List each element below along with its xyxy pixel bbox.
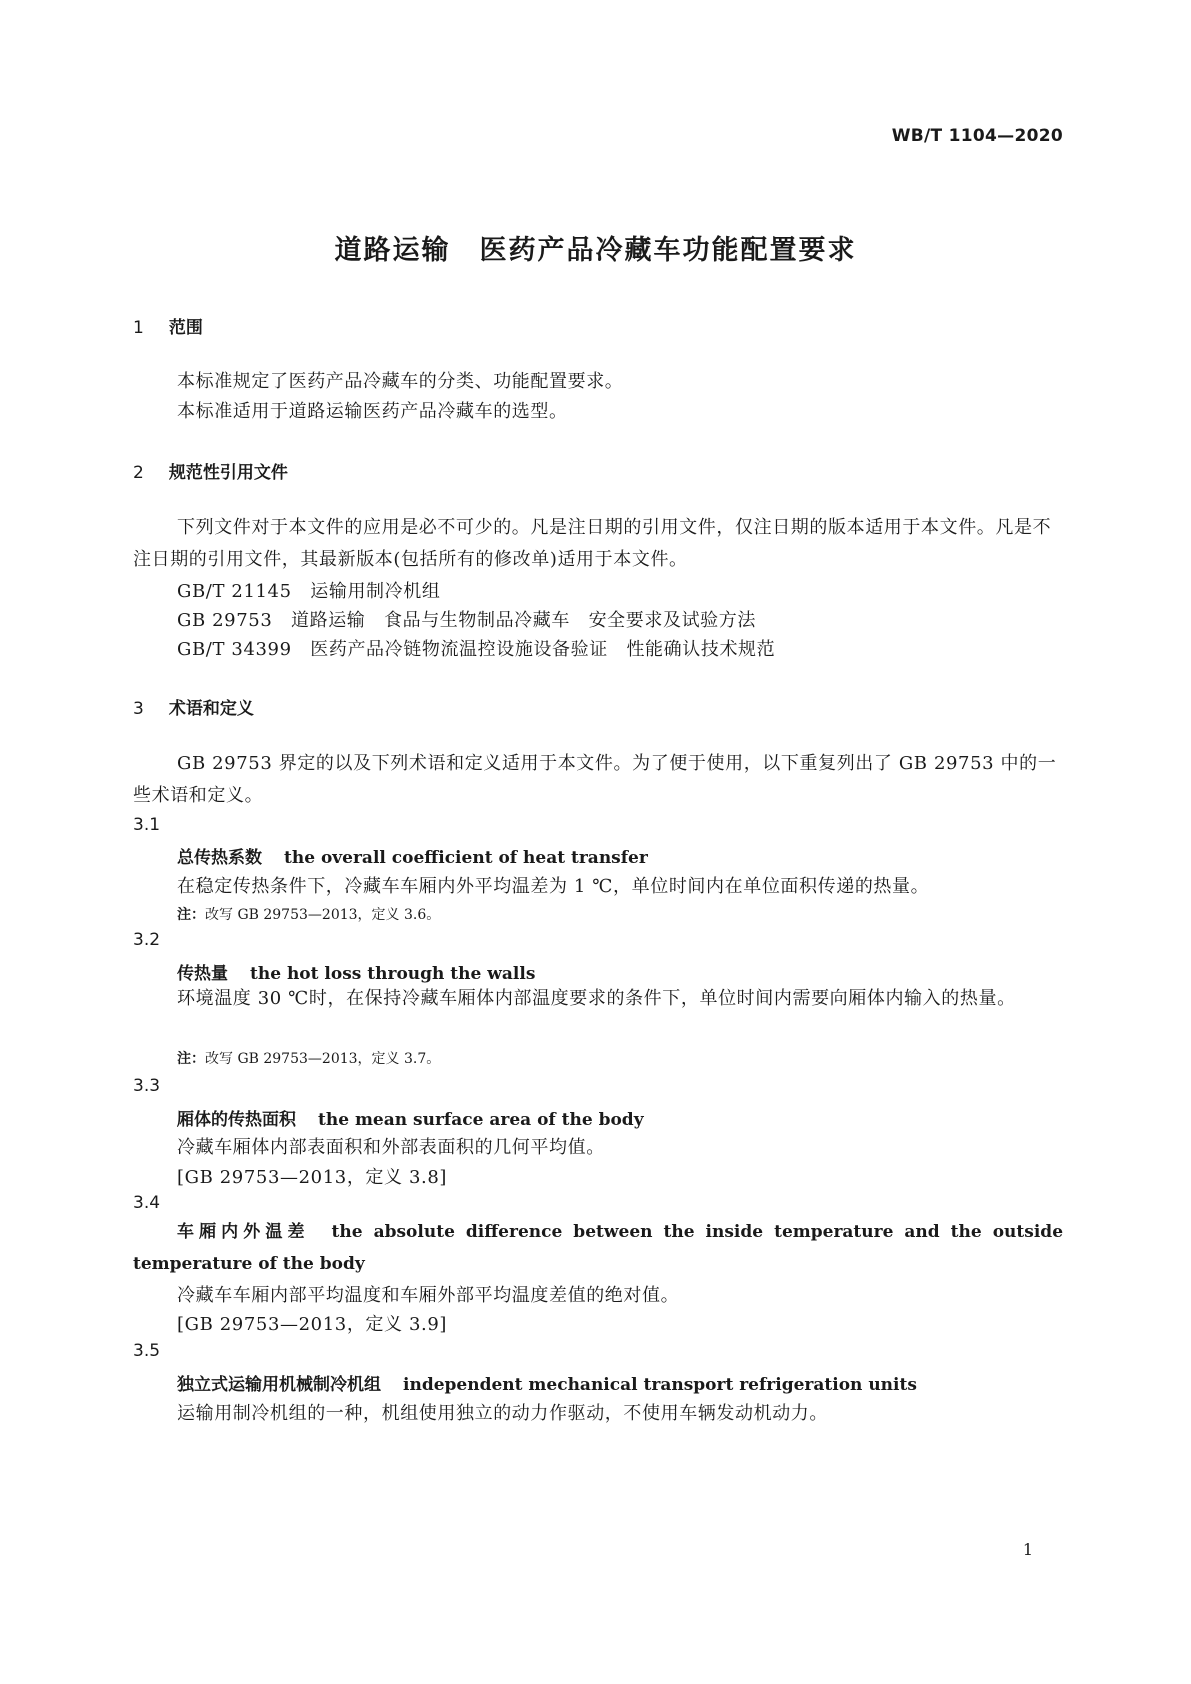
paragraph: 本标准适用于道路运输医药产品冷藏车的选型。 — [177, 401, 568, 422]
term-zh: 传热量 — [177, 964, 228, 984]
paragraph: 下列文件对于本文件的应用是必不可少的。凡是注日期的引用文件，仅注日期的版本适用于本文件。凡是不注日期的引用文件，其最新版本(包括所有的修改单)适用于本文件。 — [133, 517, 1052, 570]
term-en: the absolute difference between the inside temperature and the outside temperature of the body — [133, 1222, 1064, 1274]
standard-code: WB/T 1104—2020 — [891, 126, 1063, 146]
section-title: 范围 — [168, 318, 203, 338]
term-source: [GB 29753—2013，定义 3.8] — [177, 1167, 447, 1188]
section-number: 2 — [133, 463, 144, 483]
reference-item: GB/T 34399 医药产品冷链物流温控设施设备验证 性能确认技术规范 — [177, 639, 776, 660]
term-zh: 车厢内外温差 — [177, 1222, 310, 1242]
term-zh: 厢体的传热面积 — [177, 1110, 296, 1130]
term-note — [177, 904, 440, 924]
section-heading-terms — [133, 694, 254, 719]
term-source: [GB 29753—2013，定义 3.9] — [177, 1314, 447, 1335]
term-number: 3.5 — [133, 1341, 161, 1361]
reference-item: GB/T 21145 运输用制冷机组 — [177, 581, 441, 602]
term-zh: 总传热系数 — [177, 848, 262, 868]
page-number: 1 — [1022, 1540, 1033, 1559]
term-heading — [177, 1105, 644, 1130]
note-text: 改写 GB 29753—2013，定义 3.6。 — [205, 907, 441, 923]
section-title: 规范性引用文件 — [168, 463, 288, 483]
term-definition: 环境温度 30 ℃时，在保持冷藏车厢体内部温度要求的条件下，单位时间内需要向厢体内输入的热量。 — [177, 988, 1016, 1009]
note-label: 注： — [177, 1051, 205, 1067]
paragraph: 本标准规定了医药产品冷藏车的分类、功能配置要求。 — [177, 371, 624, 392]
term-en: the mean surface area of the body — [318, 1110, 644, 1130]
reference-item: GB 29753 道路运输 食品与生物制品冷藏车 安全要求及试验方法 — [177, 610, 756, 631]
section-heading-normative-references — [133, 458, 288, 483]
term-zh: 独立式运输用机械制冷机组 — [177, 1375, 381, 1395]
section-heading-scope — [133, 313, 203, 338]
term-heading — [133, 1216, 1063, 1280]
section-number: 3 — [133, 699, 144, 719]
term-note — [177, 1048, 440, 1068]
term-definition: 冷藏车厢体内部表面积和外部表面积的几何平均值。 — [177, 1137, 605, 1158]
term-heading — [177, 843, 648, 868]
note-label: 注： — [177, 907, 205, 923]
paragraph: GB 29753 界定的以及下列术语和定义适用于本文件。为了便于使用，以下重复列出了 GB 29753 中的一些术语和定义。 — [133, 753, 1057, 806]
term-heading — [177, 1370, 917, 1395]
note-text: 改写 GB 29753—2013，定义 3.7。 — [205, 1051, 441, 1067]
section-title: 术语和定义 — [168, 699, 254, 719]
term-definition: 在稳定传热条件下，冷藏车车厢内外平均温差为 1 ℃，单位时间内在单位面积传递的热量。 — [177, 876, 930, 897]
term-en: independent mechanical transport refrigeration units — [403, 1375, 917, 1395]
term-heading — [177, 959, 535, 984]
term-definition: 运输用制冷机组的一种，机组使用独立的动力作驱动，不使用车辆发动机动力。 — [177, 1403, 828, 1424]
term-en: the overall coefficient of heat transfer — [284, 848, 648, 868]
term-en: the hot loss through the walls — [250, 964, 536, 984]
term-number: 3.2 — [133, 930, 161, 950]
term-number: 3.4 — [133, 1193, 161, 1213]
term-number: 3.3 — [133, 1076, 161, 1096]
term-definition: 冷藏车车厢内部平均温度和车厢外部平均温度差值的绝对值。 — [177, 1285, 680, 1306]
section-number: 1 — [133, 318, 144, 338]
term-number: 3.1 — [133, 815, 161, 835]
document-title: 道路运输 医药产品冷藏车功能配置要求 — [334, 235, 857, 266]
